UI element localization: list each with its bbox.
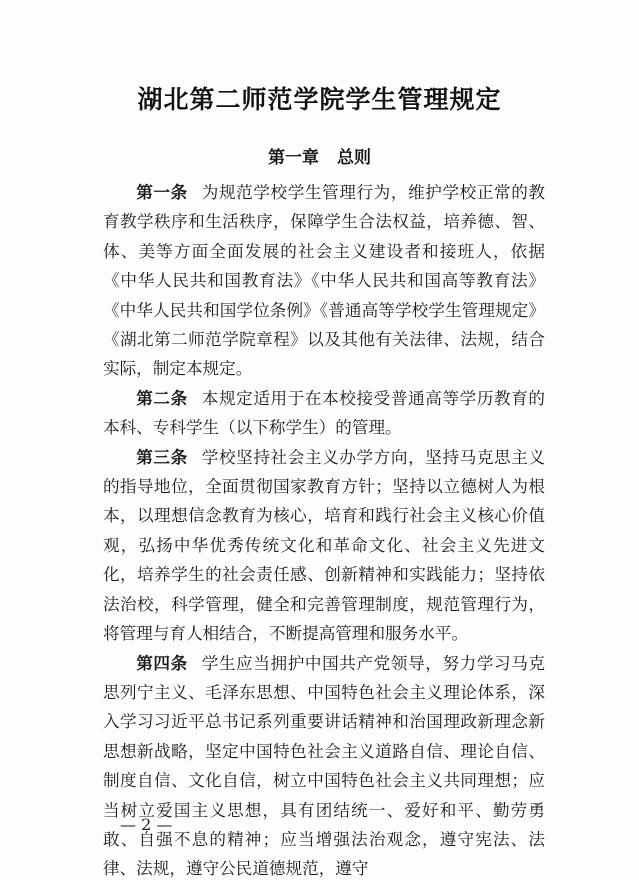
article-text: 学校坚持社会主义办学方向，坚持马克思主义的指导地位，全面贯彻国家教育方针；坚持以立德树人为根本，以理想信念教育为核心，培育和践行社会主义核心价值观，弘扬中华优秀传统文化和革命文化、社会主义先进文化，培养学生的社会责任感、创新精神和实践能力；坚持依法治校，科学管理，健全和完善管理制度，规范管理行为，将管理与育人相结合，不断提高管理和服务水平。 [103,447,546,644]
article-3 [103,443,545,649]
article-number: 第一条 [136,183,188,202]
article-text: 为规范学校学生管理行为，维护学校正常的教育教学秩序和生活秩序，保障学生合法权益，培养德、智、体、美等方面全面发展的社会主义建设者和接班人，依据《中华人民共和国教育法》《中华人民共和国高等教育法》《中华人民共和国学位条例》《普通高等学校学生管理规定》《湖北第二师范学院章程》以及其他有关法律、法规，结合实际，制定本规定。 [103,183,546,379]
page-number: — 2 — [120,815,173,834]
chapter-heading: 第一章 总则 [268,148,371,168]
article-1 [103,178,545,384]
article-number: 第二条 [136,388,188,408]
article-2 [103,384,545,443]
article-number: 第三条 [136,447,188,467]
article-text: 学生应当拥护中国共产党领导，努力学习马克思列宁主义、毛泽东思想、中国特色社会主义理论体系，深入学习习近平总书记系列重要讲话精神和治国理政新理念新思想新战略，坚定中国特色社会主义道路自信、理论自信、制度自信、文化自信，树立中国特色社会主义共同理想；应当树立爱国主义思想，具有团结统一、爱好和平、勤劳勇敢、自强不息的精神；应当增强法治观念，遵守宪法、法律、法规，遵守公民道德规范，遵守 [103,653,546,879]
document-body [103,178,545,884]
article-text: 本规定适用于在本校接受普通高等学历教育的本科、专科学生（以下称学生）的管理。 [103,388,546,438]
article-4 [103,649,545,884]
article-number: 第四条 [136,653,188,673]
document-title: 湖北第二师范学院学生管理规定 [137,85,502,114]
